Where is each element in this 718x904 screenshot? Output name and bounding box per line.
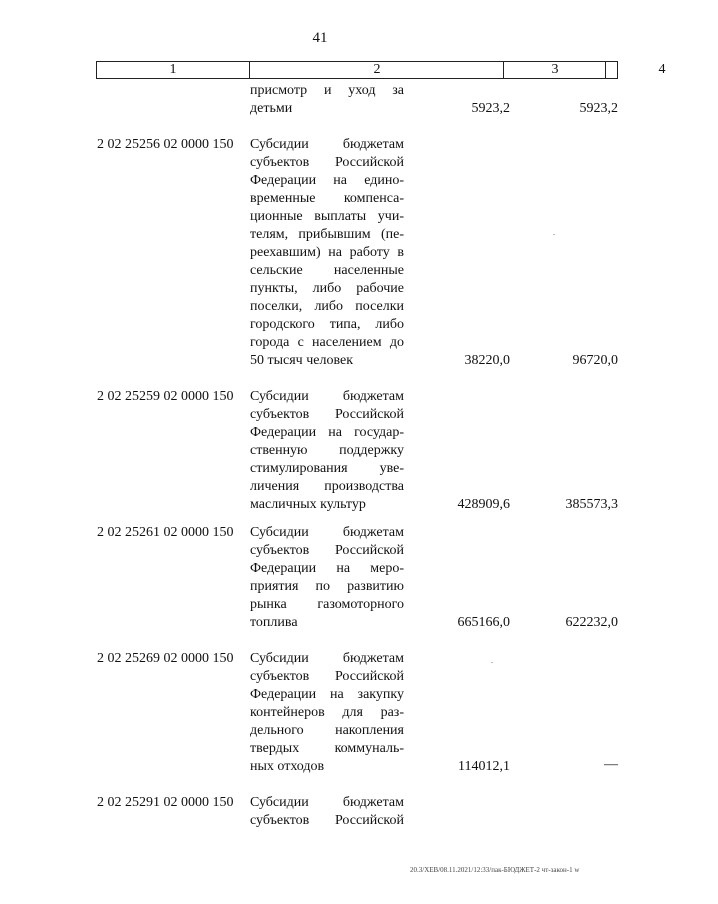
value-col-4: 5923,2 xyxy=(579,101,618,116)
budget-code: 2 02 25261 02 0000 150 xyxy=(97,525,234,540)
description-line: субъектов Российской xyxy=(250,669,404,684)
description-line: Федерации на едино- xyxy=(250,173,404,188)
description-line: субъектов Российской xyxy=(250,543,404,558)
table-header xyxy=(96,61,666,79)
description-line: Субсидии бюджетам xyxy=(250,795,404,810)
description-line: 50 тысяч человек xyxy=(250,353,354,368)
value-col-3: 5923,2 xyxy=(471,101,510,116)
header-col-3: 3 xyxy=(503,62,606,78)
value-col-4: 96720,0 xyxy=(572,353,618,368)
value-col-3: 114012,1 xyxy=(458,759,510,774)
description-line: детьми xyxy=(250,101,293,116)
description-line: Субсидии бюджетам xyxy=(250,389,404,404)
scan-speck xyxy=(491,662,493,663)
description-line: поселки, либо поселки xyxy=(250,299,404,314)
header-col-4: 4 xyxy=(605,62,718,78)
description-line: городского типа, либо xyxy=(250,317,404,332)
row-description xyxy=(250,82,404,118)
page-number: 41 xyxy=(312,30,328,46)
description-line: Федерации на меро- xyxy=(250,561,404,576)
description-line: Субсидии бюджетам xyxy=(250,137,404,152)
description-line: города с населением до xyxy=(250,335,404,350)
description-line: ционные выплаты учи- xyxy=(250,209,404,224)
budget-code: 2 02 25269 02 0000 150 xyxy=(97,651,234,666)
description-line: реехавшим) на работу в xyxy=(250,245,404,260)
row-description xyxy=(250,794,404,830)
description-line: Федерации на государ- xyxy=(250,425,404,440)
description-line: Федерации на закупку xyxy=(250,687,404,702)
description-line: стимулирования уве- xyxy=(250,461,404,476)
header-col-1: 1 xyxy=(169,62,177,77)
description-line: твердых коммуналь- xyxy=(250,741,404,756)
description-line: топлива xyxy=(250,615,298,630)
description-line: рынка газомоторного xyxy=(250,597,404,612)
description-line: масличных культур xyxy=(250,497,366,512)
description-line: дельного накопления xyxy=(250,723,404,738)
scan-speck xyxy=(553,234,555,235)
description-line: контейнеров для раз- xyxy=(250,705,404,720)
value-col-3: 38220,0 xyxy=(464,353,510,368)
row-description xyxy=(250,388,404,514)
description-line: присмотр и уход за xyxy=(250,83,404,98)
description-line: ственную поддержку xyxy=(250,443,404,458)
document-footer: 20.3/ХЕВ/08.11.2021/12:33/пак-БЮДЖЕТ-2 чт-закон-1 w xyxy=(410,866,580,874)
value-col-4: — xyxy=(604,757,618,772)
header-col-2: 2 xyxy=(249,62,504,78)
description-line: временные компенса- xyxy=(250,191,404,206)
row-description xyxy=(250,650,404,776)
budget-code: 2 02 25259 02 0000 150 xyxy=(97,389,234,404)
budget-code: 2 02 25256 02 0000 150 xyxy=(97,137,234,152)
description-line: ных отходов xyxy=(250,759,325,774)
value-col-3: 428909,6 xyxy=(457,497,510,512)
description-line: личения производства xyxy=(250,479,404,494)
budget-code: 2 02 25291 02 0000 150 xyxy=(97,795,234,810)
description-line: субъектов Российской xyxy=(250,407,404,422)
value-col-4: 385573,3 xyxy=(565,497,618,512)
description-line: Субсидии бюджетам xyxy=(250,525,404,540)
row-description xyxy=(250,136,404,370)
description-line: субъектов Российской xyxy=(250,155,404,170)
description-line: субъектов Российской xyxy=(250,813,404,828)
value-col-3: 665166,0 xyxy=(457,615,510,630)
value-col-4: 622232,0 xyxy=(565,615,618,630)
description-line: Субсидии бюджетам xyxy=(250,651,404,666)
description-line: сельские населенные xyxy=(250,263,404,278)
row-description xyxy=(250,524,404,632)
description-line: пункты, либо рабочие xyxy=(250,281,404,296)
description-line: приятия по развитию xyxy=(250,579,404,594)
description-line: телям, прибывшим (пе- xyxy=(250,227,404,242)
